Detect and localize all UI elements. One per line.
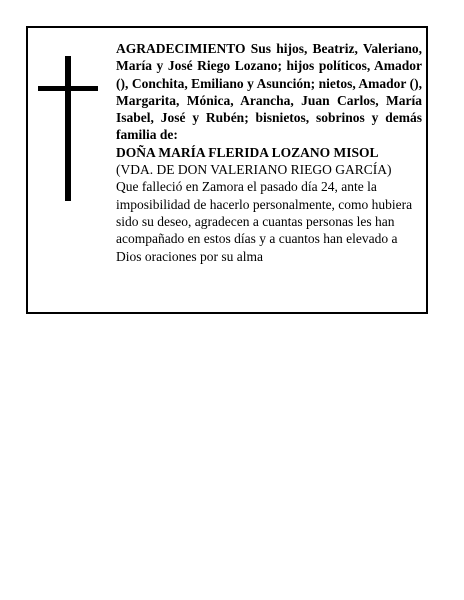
- cross-horizontal-bar: [38, 86, 98, 91]
- thanks-message: Que falleció en Zamora el pasado día 24, ante la imposibilidad de hacerlo personalmente, como hubiera sido su deseo, agradecen a cuantas personas les han acompañado en estos días y a cuantos han elevado a Dios oraciones por su alma: [116, 179, 413, 264]
- deceased-name: DOÑA MARÍA FLERIDA LOZANO MISOL: [116, 144, 379, 160]
- cross-vertical-bar: [65, 56, 71, 201]
- obituary-notice: [26, 26, 428, 314]
- acknowledgement-intro: AGRADECIMIENTO Sus hijos, Beatriz, Valeriano, María y José Riego Lozano; hijos políticos, Amador (), Conchita, Emiliano y Asunción; nietos, Amador (), Margarita, Mónica, Arancha, Juan Carlos, María Isabel, José y Rubén; bisnietos, sobrinos y demás familia de:: [116, 41, 422, 143]
- notice-text-block: [116, 40, 422, 265]
- cross-icon: [38, 56, 98, 201]
- widow-of-line: (VDA. DE DON VALERIANO RIEGO GARCÍA): [116, 162, 392, 178]
